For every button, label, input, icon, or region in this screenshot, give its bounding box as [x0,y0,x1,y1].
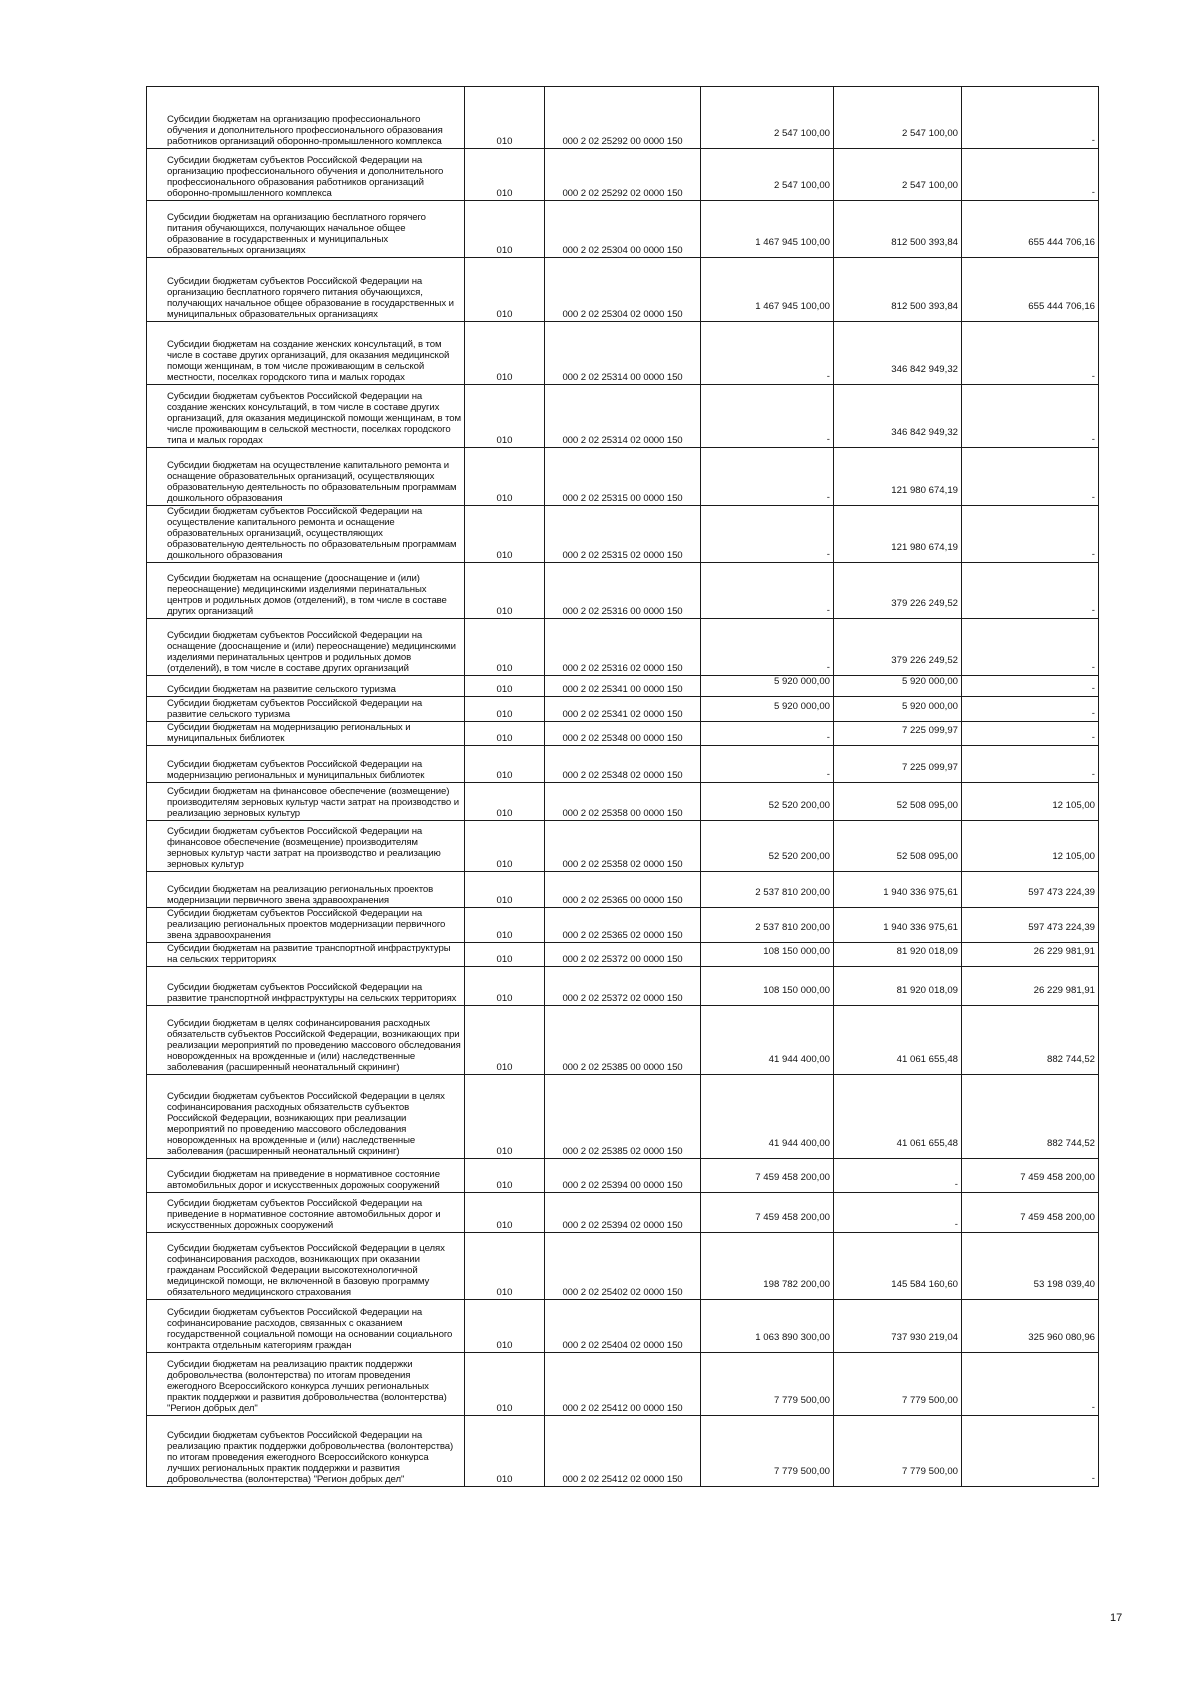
row-value-planned: - [701,619,834,676]
row-value-executed: 145 584 160,60 [834,1233,962,1300]
row-value-remaining: - [962,676,1099,697]
table-row [147,943,1099,967]
row-kbk: 000 2 02 25316 00 0000 150 [545,563,701,619]
row-value-executed: 5 920 000,00 [834,697,962,722]
row-code: 010 [465,1233,545,1300]
table-row [147,676,1099,697]
row-code: 010 [465,1159,545,1193]
row-value-executed: 81 920 018,09 [834,967,962,1006]
row-code: 010 [465,722,545,746]
table-row [147,448,1099,506]
table-row [147,1233,1099,1300]
table-row [147,697,1099,722]
row-value-executed: 121 980 674,19 [834,506,962,563]
row-name: Субсидии бюджетам в целях софинансирования расходных обязательств субъектов Российской Федерации, возникающих при реализации мероприятий по проведению массового обследования новорожденных на врожденные и (или) наследственные заболевания (расширенный неонатальный скрининг) [147,1006,465,1075]
row-value-planned: - [701,722,834,746]
row-value-executed: 7 225 099,97 [834,722,962,746]
row-value-remaining: 882 744,52 [962,1006,1099,1075]
row-value-remaining: 325 960 080,96 [962,1300,1099,1353]
row-value-executed: 41 061 655,48 [834,1075,962,1159]
row-name: Субсидии бюджетам субъектов Российской Федерации на финансовое обеспечение (возмещение) производителям зерновых культур части затрат на производство и реализацию зерновых культур [147,821,465,872]
row-name: Субсидии бюджетам на развитие сельского туризма [147,676,465,697]
table-row [147,967,1099,1006]
row-code: 010 [465,87,545,149]
row-value-planned: 7 779 500,00 [701,1416,834,1487]
row-kbk: 000 2 02 25292 02 0000 150 [545,149,701,201]
row-value-executed: - [834,1193,962,1233]
row-value-executed: 812 500 393,84 [834,201,962,258]
row-value-planned: 2 547 100,00 [701,149,834,201]
row-value-remaining: - [962,1416,1099,1487]
row-name: Субсидии бюджетам субъектов Российской Федерации в целях софинансирования расходных обязательств субъектов Российской Федерации, возникающих при реализации мероприятий по проведению массового обследования новорожденных на врожденные и (или) наследственные заболевания (расширенный неонатальный скрининг) [147,1075,465,1159]
row-value-remaining: 597 473 224,39 [962,908,1099,943]
row-name: Субсидии бюджетам субъектов Российской Федерации на софинансирование расходов, связанных с оказанием государственной социальной помощи на основании социального контракта отдельным категориям граждан [147,1300,465,1353]
row-kbk: 000 2 02 25372 00 0000 150 [545,943,701,967]
row-code: 010 [465,1006,545,1075]
table-row [147,619,1099,676]
row-name: Субсидии бюджетам субъектов Российской Федерации на реализацию практик поддержки добровольчества (волонтерства) по итогам проведения ежегодного Всероссийского конкурса лучших региональных практик поддержки и развития добровольчества (волонтерства) "Регион добрых дел" [147,1416,465,1487]
table-row [147,1353,1099,1416]
row-kbk: 000 2 02 25385 00 0000 150 [545,1006,701,1075]
row-value-remaining: 26 229 981,91 [962,967,1099,1006]
row-value-remaining: 26 229 981,91 [962,943,1099,967]
row-code: 010 [465,821,545,872]
row-kbk: 000 2 02 25358 02 0000 150 [545,821,701,872]
row-value-executed: 7 779 500,00 [834,1416,962,1487]
row-value-remaining: 53 198 039,40 [962,1233,1099,1300]
table-row [147,87,1099,149]
table-row [147,908,1099,943]
row-code: 010 [465,872,545,908]
row-value-remaining: - [962,1353,1099,1416]
row-kbk: 000 2 02 25365 02 0000 150 [545,908,701,943]
row-value-planned: 52 520 200,00 [701,783,834,821]
row-value-planned: 2 537 810 200,00 [701,908,834,943]
row-name: Субсидии бюджетам субъектов Российской Федерации на развитие транспортной инфраструктуры на сельских территориях [147,967,465,1006]
table-row [147,322,1099,385]
row-name: Субсидии бюджетам субъектов Российской Федерации на осуществление капитального ремонта и оснащение образовательных организаций, осуществляющих образовательную деятельность по образовательным программам дошкольного образования [147,506,465,563]
row-value-remaining: 7 459 458 200,00 [962,1193,1099,1233]
row-code: 010 [465,943,545,967]
row-name: Субсидии бюджетам на приведение в нормативное состояние автомобильных дорог и искусственных дорожных сооружений [147,1159,465,1193]
row-value-remaining: - [962,506,1099,563]
row-value-planned: 108 150 000,00 [701,967,834,1006]
row-kbk: 000 2 02 25315 02 0000 150 [545,506,701,563]
row-value-remaining: 655 444 706,16 [962,201,1099,258]
row-value-planned: - [701,448,834,506]
row-name: Субсидии бюджетам на осуществление капитального ремонта и оснащение образовательных организаций, осуществляющих образовательную деятельность по образовательным программам дошкольного образования [147,448,465,506]
row-value-remaining: - [962,619,1099,676]
row-code: 010 [465,1075,545,1159]
row-kbk: 000 2 02 25314 02 0000 150 [545,385,701,448]
row-value-remaining: 7 459 458 200,00 [962,1159,1099,1193]
row-value-executed: 81 920 018,09 [834,943,962,967]
row-name: Субсидии бюджетам субъектов Российской Федерации на развитие сельского туризма [147,697,465,722]
row-name: Субсидии бюджетам на развитие транспортной инфраструктуры на сельских территориях [147,943,465,967]
row-name: Субсидии бюджетам субъектов Российской Федерации на оснащение (дооснащение и (или) переоснащение) медицинскими изделиями перинатальных центров и родильных домов (отделений), в том числе в составе других организаций [147,619,465,676]
row-name: Субсидии бюджетам субъектов Российской Федерации на приведение в нормативное состояние автомобильных дорог и искусственных дорожных сооружений [147,1193,465,1233]
row-code: 010 [465,1353,545,1416]
page-number: 17 [1110,1612,1123,1624]
row-name: Субсидии бюджетам субъектов Российской Федерации на модернизацию региональных и муниципальных библиотек [147,746,465,783]
table-row [147,563,1099,619]
row-kbk: 000 2 02 25341 02 0000 150 [545,697,701,722]
row-kbk: 000 2 02 25365 00 0000 150 [545,872,701,908]
row-code: 010 [465,201,545,258]
row-value-remaining: - [962,722,1099,746]
row-kbk: 000 2 02 25394 00 0000 150 [545,1159,701,1193]
row-value-planned: - [701,746,834,783]
table-row [147,201,1099,258]
row-value-executed: 7 225 099,97 [834,746,962,783]
row-kbk: 000 2 02 25358 00 0000 150 [545,783,701,821]
row-name: Субсидии бюджетам субъектов Российской Федерации на организацию бесплатного горячего питания обучающихся, получающих начальное общее образование в государственных и муниципальных образовательных организациях [147,258,465,322]
row-value-planned: 108 150 000,00 [701,943,834,967]
row-kbk: 000 2 02 25315 00 0000 150 [545,448,701,506]
row-name: Субсидии бюджетам на финансовое обеспечение (возмещение) производителям зерновых культур части затрат на производство и реализацию зерновых культур [147,783,465,821]
row-value-executed: - [834,1159,962,1193]
row-value-planned: - [701,506,834,563]
row-value-executed: 737 930 219,04 [834,1300,962,1353]
row-code: 010 [465,1300,545,1353]
row-kbk: 000 2 02 25341 00 0000 150 [545,676,701,697]
row-code: 010 [465,783,545,821]
row-code: 010 [465,506,545,563]
row-value-executed: 2 547 100,00 [834,87,962,149]
table-row [147,821,1099,872]
row-value-planned: 2 547 100,00 [701,87,834,149]
row-value-planned: 52 520 200,00 [701,821,834,872]
row-kbk: 000 2 02 25412 02 0000 150 [545,1416,701,1487]
row-name: Субсидии бюджетам на создание женских консультаций, в том числе в составе других организаций, для оказания медицинской помощи женщинам, в том числе проживающим в сельской местности, поселках городского типа и малых городах [147,322,465,385]
row-name: Субсидии бюджетам на организацию бесплатного горячего питания обучающихся, получающих начальное общее образование в государственных и муниципальных образовательных организациях [147,201,465,258]
row-kbk: 000 2 02 25394 02 0000 150 [545,1193,701,1233]
row-value-executed: 1 940 336 975,61 [834,872,962,908]
row-value-executed: 52 508 095,00 [834,821,962,872]
row-value-planned: 1 063 890 300,00 [701,1300,834,1353]
row-code: 010 [465,1416,545,1487]
row-value-executed: 2 547 100,00 [834,149,962,201]
row-value-executed: 346 842 949,32 [834,385,962,448]
row-kbk: 000 2 02 25314 00 0000 150 [545,322,701,385]
row-value-planned: - [701,322,834,385]
row-name: Субсидии бюджетам субъектов Российской Федерации на реализацию региональных проектов модернизации первичного звена здравоохранения [147,908,465,943]
table-row [147,1075,1099,1159]
row-name: Субсидии бюджетам на организацию профессионального обучения и дополнительного профессионального образования работников организаций оборонно-промышленного комплекса [147,87,465,149]
row-code: 010 [465,676,545,697]
table-row [147,783,1099,821]
row-value-remaining: - [962,385,1099,448]
row-value-planned: 7 779 500,00 [701,1353,834,1416]
table-row [147,872,1099,908]
table-body [147,87,1099,1487]
row-value-executed: 41 061 655,48 [834,1006,962,1075]
row-value-executed: 1 940 336 975,61 [834,908,962,943]
table-row [147,506,1099,563]
row-value-remaining: - [962,563,1099,619]
row-value-executed: 7 779 500,00 [834,1353,962,1416]
table-row [147,385,1099,448]
row-value-remaining: - [962,697,1099,722]
row-code: 010 [465,385,545,448]
row-value-planned: - [701,563,834,619]
row-value-remaining: 12 105,00 [962,821,1099,872]
table-row [147,1300,1099,1353]
row-value-remaining: - [962,746,1099,783]
row-value-remaining: - [962,448,1099,506]
table-row [147,1193,1099,1233]
row-code: 010 [465,149,545,201]
row-kbk: 000 2 02 25385 02 0000 150 [545,1075,701,1159]
row-name: Субсидии бюджетам на реализацию практик поддержки добровольчества (волонтерства) по итогам проведения ежегодного Всероссийского конкурса лучших региональных практик поддержки и развития добровольчества (волонтерства) "Регион добрых дел" [147,1353,465,1416]
row-value-planned: 5 920 000,00 [701,676,834,697]
budget-table [146,86,1099,1487]
row-kbk: 000 2 02 25348 02 0000 150 [545,746,701,783]
row-value-executed: 5 920 000,00 [834,676,962,697]
row-value-executed: 346 842 949,32 [834,322,962,385]
row-kbk: 000 2 02 25304 00 0000 150 [545,201,701,258]
table-row [147,258,1099,322]
row-value-executed: 121 980 674,19 [834,448,962,506]
row-kbk: 000 2 02 25348 00 0000 150 [545,722,701,746]
row-value-planned: 41 944 400,00 [701,1075,834,1159]
row-name: Субсидии бюджетам субъектов Российской Федерации на организацию профессионального обучения и дополнительного профессионального образования работников организаций оборонно-промышленного комплекса [147,149,465,201]
row-value-remaining: - [962,87,1099,149]
table-row [147,1006,1099,1075]
row-code: 010 [465,258,545,322]
row-value-planned: - [701,385,834,448]
row-name: Субсидии бюджетам на модернизацию региональных и муниципальных библиотек [147,722,465,746]
row-value-remaining: 12 105,00 [962,783,1099,821]
row-code: 010 [465,746,545,783]
table-row [147,1159,1099,1193]
row-value-planned: 1 467 945 100,00 [701,258,834,322]
row-value-planned: 1 467 945 100,00 [701,201,834,258]
row-value-executed: 379 226 249,52 [834,619,962,676]
row-name: Субсидии бюджетам на оснащение (дооснащение и (или) переоснащение) медицинскими изделиями перинатальных центров и родильных домов (отделений), в том числе в составе других организаций [147,563,465,619]
row-kbk: 000 2 02 25292 00 0000 150 [545,87,701,149]
row-kbk: 000 2 02 25316 02 0000 150 [545,619,701,676]
row-kbk: 000 2 02 25402 02 0000 150 [545,1233,701,1300]
row-code: 010 [465,967,545,1006]
row-code: 010 [465,908,545,943]
row-value-executed: 812 500 393,84 [834,258,962,322]
row-code: 010 [465,619,545,676]
row-kbk: 000 2 02 25304 02 0000 150 [545,258,701,322]
row-kbk: 000 2 02 25404 02 0000 150 [545,1300,701,1353]
row-code: 010 [465,322,545,385]
row-value-planned: 198 782 200,00 [701,1233,834,1300]
row-code: 010 [465,697,545,722]
row-value-planned: 7 459 458 200,00 [701,1193,834,1233]
row-value-planned: 2 537 810 200,00 [701,872,834,908]
row-value-executed: 379 226 249,52 [834,563,962,619]
row-value-planned: 41 944 400,00 [701,1006,834,1075]
row-name: Субсидии бюджетам субъектов Российской Федерации на создание женских консультаций, в том числе в составе других организаций, для оказания медицинской помощи женщинам, в том числе проживающим в сельской местности, поселках городского типа и малых городах [147,385,465,448]
row-value-remaining: 882 744,52 [962,1075,1099,1159]
table-row [147,746,1099,783]
row-kbk: 000 2 02 25412 00 0000 150 [545,1353,701,1416]
table-row [147,722,1099,746]
row-value-executed: 52 508 095,00 [834,783,962,821]
row-code: 010 [465,448,545,506]
row-value-remaining: 597 473 224,39 [962,872,1099,908]
row-value-remaining: - [962,149,1099,201]
row-value-planned: 7 459 458 200,00 [701,1159,834,1193]
table-row [147,1416,1099,1487]
row-value-remaining: 655 444 706,16 [962,258,1099,322]
row-code: 010 [465,1193,545,1233]
row-value-remaining: - [962,322,1099,385]
row-kbk: 000 2 02 25372 02 0000 150 [545,967,701,1006]
row-name: Субсидии бюджетам на реализацию региональных проектов модернизации первичного звена здравоохранения [147,872,465,908]
row-value-planned: 5 920 000,00 [701,697,834,722]
row-name: Субсидии бюджетам субъектов Российской Федерации в целях софинансирования расходов, возникающих при оказании гражданам Российской Федерации высокотехнологичной медицинской помощи, не включенной в базовую программу обязательного медицинского страхования [147,1233,465,1300]
table-row [147,149,1099,201]
row-code: 010 [465,563,545,619]
